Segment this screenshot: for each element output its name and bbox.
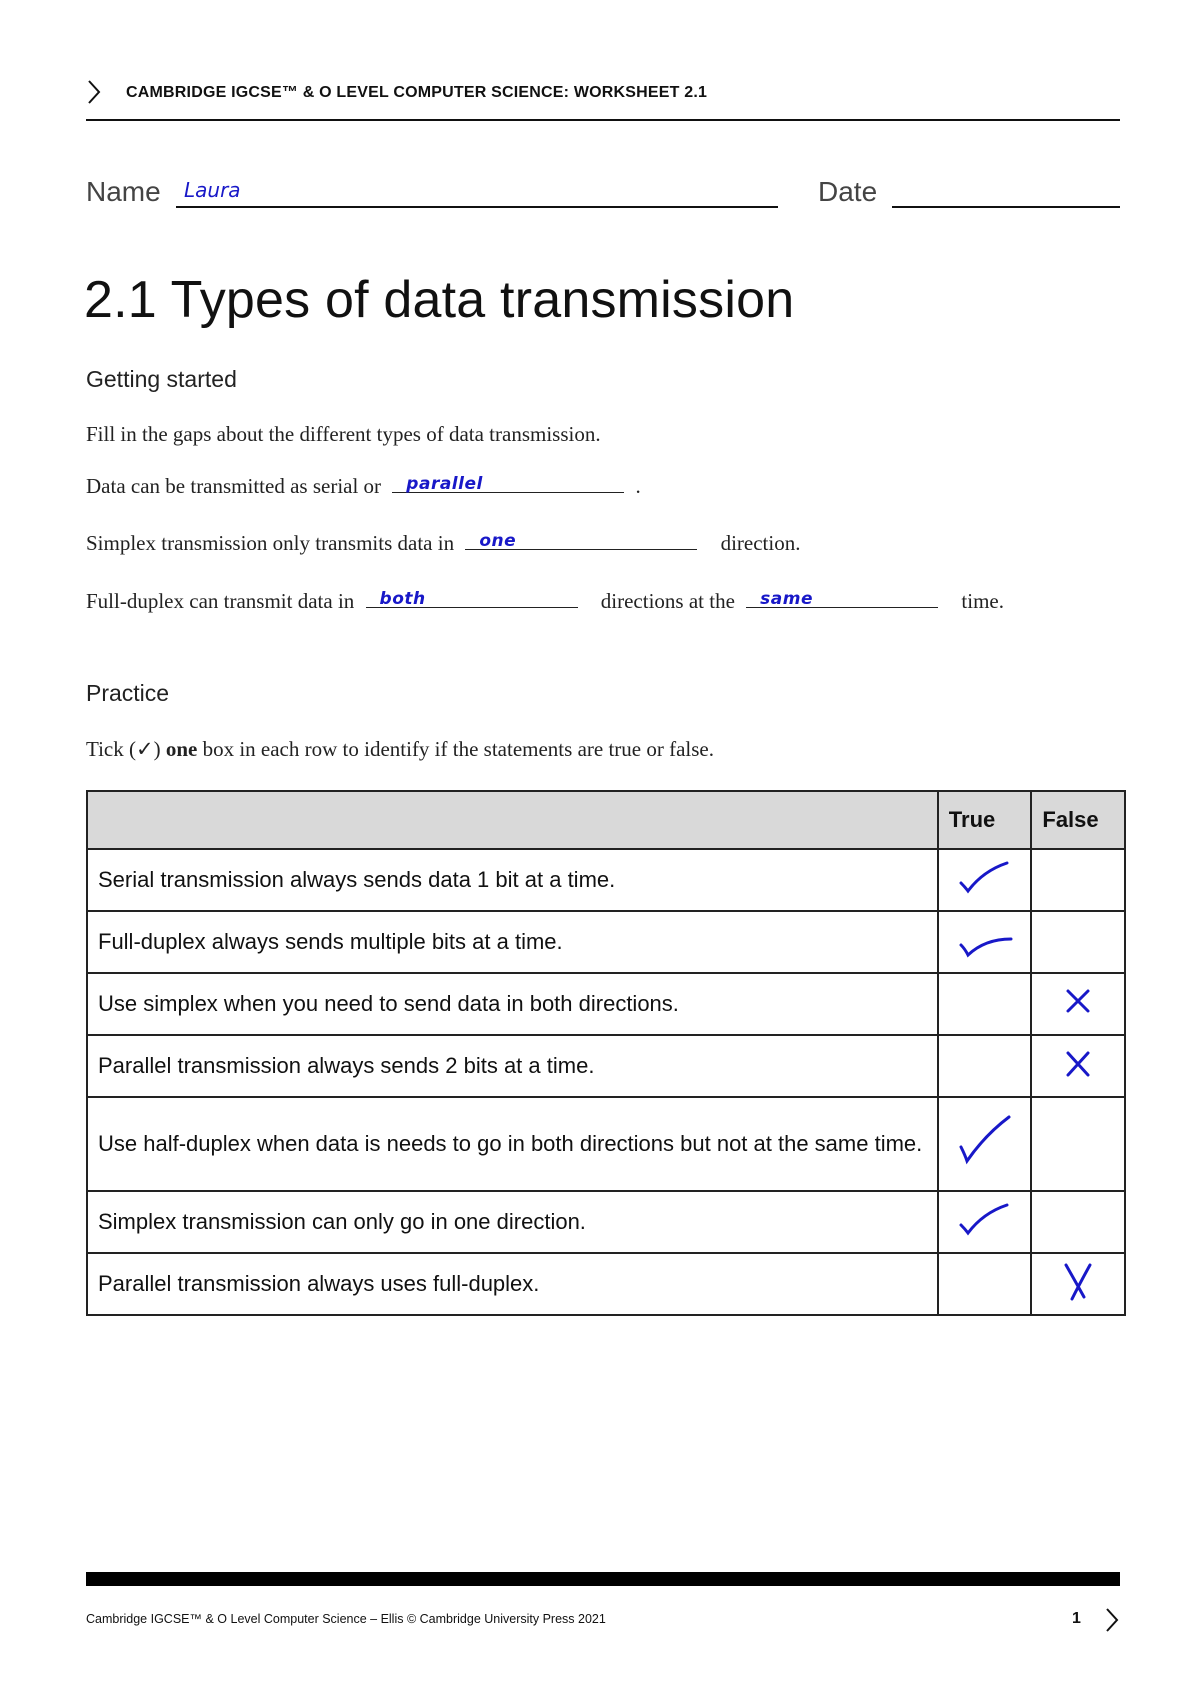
table-header-row: [87, 791, 1125, 849]
answer-blank-3[interactable]: [366, 589, 578, 608]
table-row: [87, 1097, 1125, 1191]
practice-heading: Practice: [86, 680, 170, 706]
statement-cell: Parallel transmission always sends 2 bits at a time.: [87, 1035, 938, 1097]
answer-blank-4[interactable]: [746, 589, 938, 608]
answer-3: both: [379, 589, 426, 609]
fill-line-1-before: Data can be transmitted as serial or: [86, 474, 382, 498]
footer-bar: [86, 1572, 1120, 1586]
table-header-true: True: [938, 791, 1032, 849]
true-box[interactable]: [938, 1253, 1032, 1315]
fill-line-2-after: direction.: [720, 531, 801, 555]
name-field[interactable]: [176, 206, 778, 208]
true-box[interactable]: [938, 1191, 1032, 1253]
practice-instruction-post: box in each row to identify if the statements are true or false.: [202, 737, 714, 761]
answer-blank-2[interactable]: [465, 531, 697, 550]
tick-icon: [955, 919, 1015, 959]
name-date-row: [86, 174, 1120, 214]
false-box[interactable]: [1031, 1097, 1125, 1191]
chevron-right-icon: [86, 78, 102, 106]
table-row: [87, 1253, 1125, 1315]
table-row: [87, 911, 1125, 973]
true-false-table: [86, 790, 1126, 1316]
false-box[interactable]: [1031, 1253, 1125, 1315]
false-box[interactable]: [1031, 849, 1125, 911]
fill-line-1-after: .: [635, 474, 641, 498]
statement-cell: Parallel transmission always uses full-duplex.: [87, 1253, 938, 1315]
date-label: Date: [818, 176, 878, 207]
false-box[interactable]: [1031, 911, 1125, 973]
false-box[interactable]: [1031, 1035, 1125, 1097]
table-row: [87, 849, 1125, 911]
page-number: 1: [1072, 1610, 1081, 1627]
statement-cell: Full-duplex always sends multiple bits at a time.: [87, 911, 938, 973]
fill-line-3-middle: directions at the: [600, 589, 735, 613]
getting-started-heading: Getting started: [86, 366, 237, 392]
cross-icon: [1058, 1043, 1098, 1083]
table-row: [87, 973, 1125, 1035]
next-page-chevron-icon[interactable]: [1104, 1606, 1120, 1634]
date-field[interactable]: [892, 206, 1120, 208]
cross-icon: [1058, 981, 1098, 1021]
footer-text: Cambridge IGCSE™ & O Level Computer Science – Ellis © Cambridge University Press 2021: [86, 1612, 606, 1626]
statement-cell: Simplex transmission can only go in one direction.: [87, 1191, 938, 1253]
true-box[interactable]: [938, 849, 1032, 911]
answer-blank-1[interactable]: [392, 474, 624, 493]
true-box[interactable]: [938, 1097, 1032, 1191]
answer-1: parallel: [406, 474, 483, 494]
true-box[interactable]: [938, 1035, 1032, 1097]
table-header-statement: [87, 791, 938, 849]
practice-instruction: [86, 737, 714, 762]
fill-line-1: [86, 474, 641, 499]
statement-cell: Serial transmission always sends data 1 bit at a time.: [87, 849, 938, 911]
name-value: Laura: [184, 178, 241, 202]
tick-icon: [955, 857, 1015, 897]
name-label: Name: [86, 176, 161, 207]
practice-instruction-bold: one: [165, 737, 198, 761]
tick-icon: [955, 1199, 1015, 1239]
true-box[interactable]: [938, 911, 1032, 973]
false-box[interactable]: [1031, 1191, 1125, 1253]
cross-icon: [1056, 1257, 1100, 1305]
false-box[interactable]: [1031, 973, 1125, 1035]
fill-line-3-after: time.: [961, 589, 1004, 613]
fill-line-2-before: Simplex transmission only transmits data in: [86, 531, 455, 555]
header-title: CAMBRIDGE IGCSE™ & O LEVEL COMPUTER SCIENCE: WORKSHEET 2.1: [126, 84, 708, 101]
fill-line-2: [86, 531, 800, 556]
tick-icon: [955, 1111, 1015, 1171]
statement-cell: Use simplex when you need to send data in both directions.: [87, 973, 938, 1035]
table-header-false: False: [1031, 791, 1125, 849]
fill-line-3: [86, 589, 1004, 614]
getting-started-instruction: Fill in the gaps about the different types of data transmission.: [86, 422, 601, 446]
table-row: [87, 1191, 1125, 1253]
header-rule: [86, 119, 1120, 121]
answer-2: one: [479, 531, 517, 551]
worksheet-title: 2.1 Types of data transmission: [84, 271, 795, 329]
practice-instruction-pre: Tick (✓): [86, 737, 161, 761]
true-box[interactable]: [938, 973, 1032, 1035]
table-row: [87, 1035, 1125, 1097]
statement-cell: Use half-duplex when data is needs to go in both directions but not at the same time.: [87, 1097, 938, 1191]
fill-line-3-before: Full-duplex can transmit data in: [86, 589, 355, 613]
answer-4: same: [760, 589, 813, 609]
